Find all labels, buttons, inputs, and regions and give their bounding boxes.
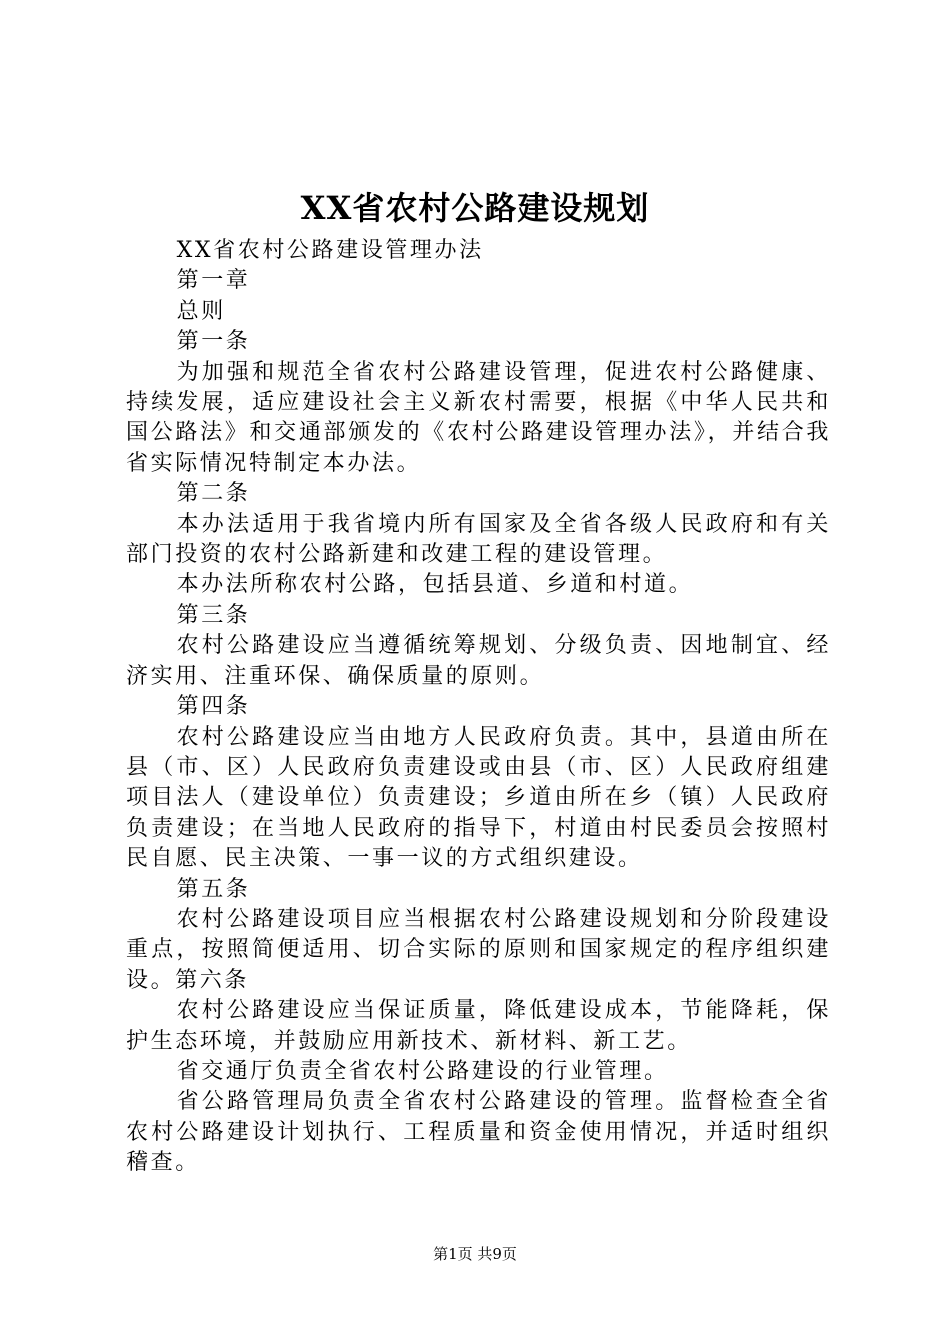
- paragraph: 农村公路建设应当保证质量，降低建设成本，节能降耗，保护生态环境，并鼓励应用新技术、新材料、新工艺。: [126, 998, 831, 1054]
- paragraph: 第一章: [176, 268, 251, 294]
- paragraph: 省公路管理局负责全省农村公路建设的管理。监督检查全省农村公路建设计划执行、工程质量和资金使用情况，并适时组织稽查。: [126, 1089, 831, 1176]
- paragraph: 为加强和规范全省农村公路建设管理，促进农村公路健康、持续发展，适应建设社会主义新农村需要，根据《中华人民共和国公路法》和交通部颁发的《农村公路建设管理办法》，并结合我省实际情况特制定本办法。: [126, 359, 831, 476]
- paragraph: XX省农村公路建设管理办法: [176, 238, 484, 263]
- paragraph: 省交通厅负责全省农村公路建设的行业管理。: [176, 1058, 669, 1084]
- paragraph: 农村公路建设应当遵循统筹规划、分级负责、因地制宜、经济实用、注重环保、确保质量的原则。: [126, 633, 831, 689]
- paragraph: 总则: [176, 298, 226, 324]
- paragraph: 第三条: [176, 602, 251, 628]
- paragraph: 第四条: [176, 694, 251, 720]
- paragraph: 农村公路建设项目应当根据农村公路建设规划和分阶段建设重点，按照简便适用、切合实际的原则和国家规定的程序组织建设。第六条: [126, 906, 831, 993]
- paragraph: 本办法适用于我省境内所有国家及全省各级人民政府和有关部门投资的农村公路新建和改建工程的建设管理。: [126, 511, 831, 568]
- paragraph: 农村公路建设应当由地方人民政府负责。其中，县道由所在县（市、区）人民政府负责建设或由县（市、区）人民政府组建项目法人（建设单位）负责建设；乡道由所在乡（镇）人民政府负责建设；在当地人民政府的指导下，村道由村民委员会按照村民自愿、民主决策、一事一议的方式组织建设。: [126, 724, 831, 872]
- paragraph: 第二条: [176, 481, 251, 507]
- paragraph: 第一条: [176, 329, 251, 355]
- paragraph: 本办法所称农村公路，包括县道、乡道和村道。: [176, 572, 694, 598]
- page-footer: 第1页 共9页: [433, 1245, 517, 1263]
- document-body: [126, 236, 831, 1179]
- paragraph: 第五条: [176, 876, 251, 902]
- document-title: XX省农村公路建设规划: [300, 189, 650, 227]
